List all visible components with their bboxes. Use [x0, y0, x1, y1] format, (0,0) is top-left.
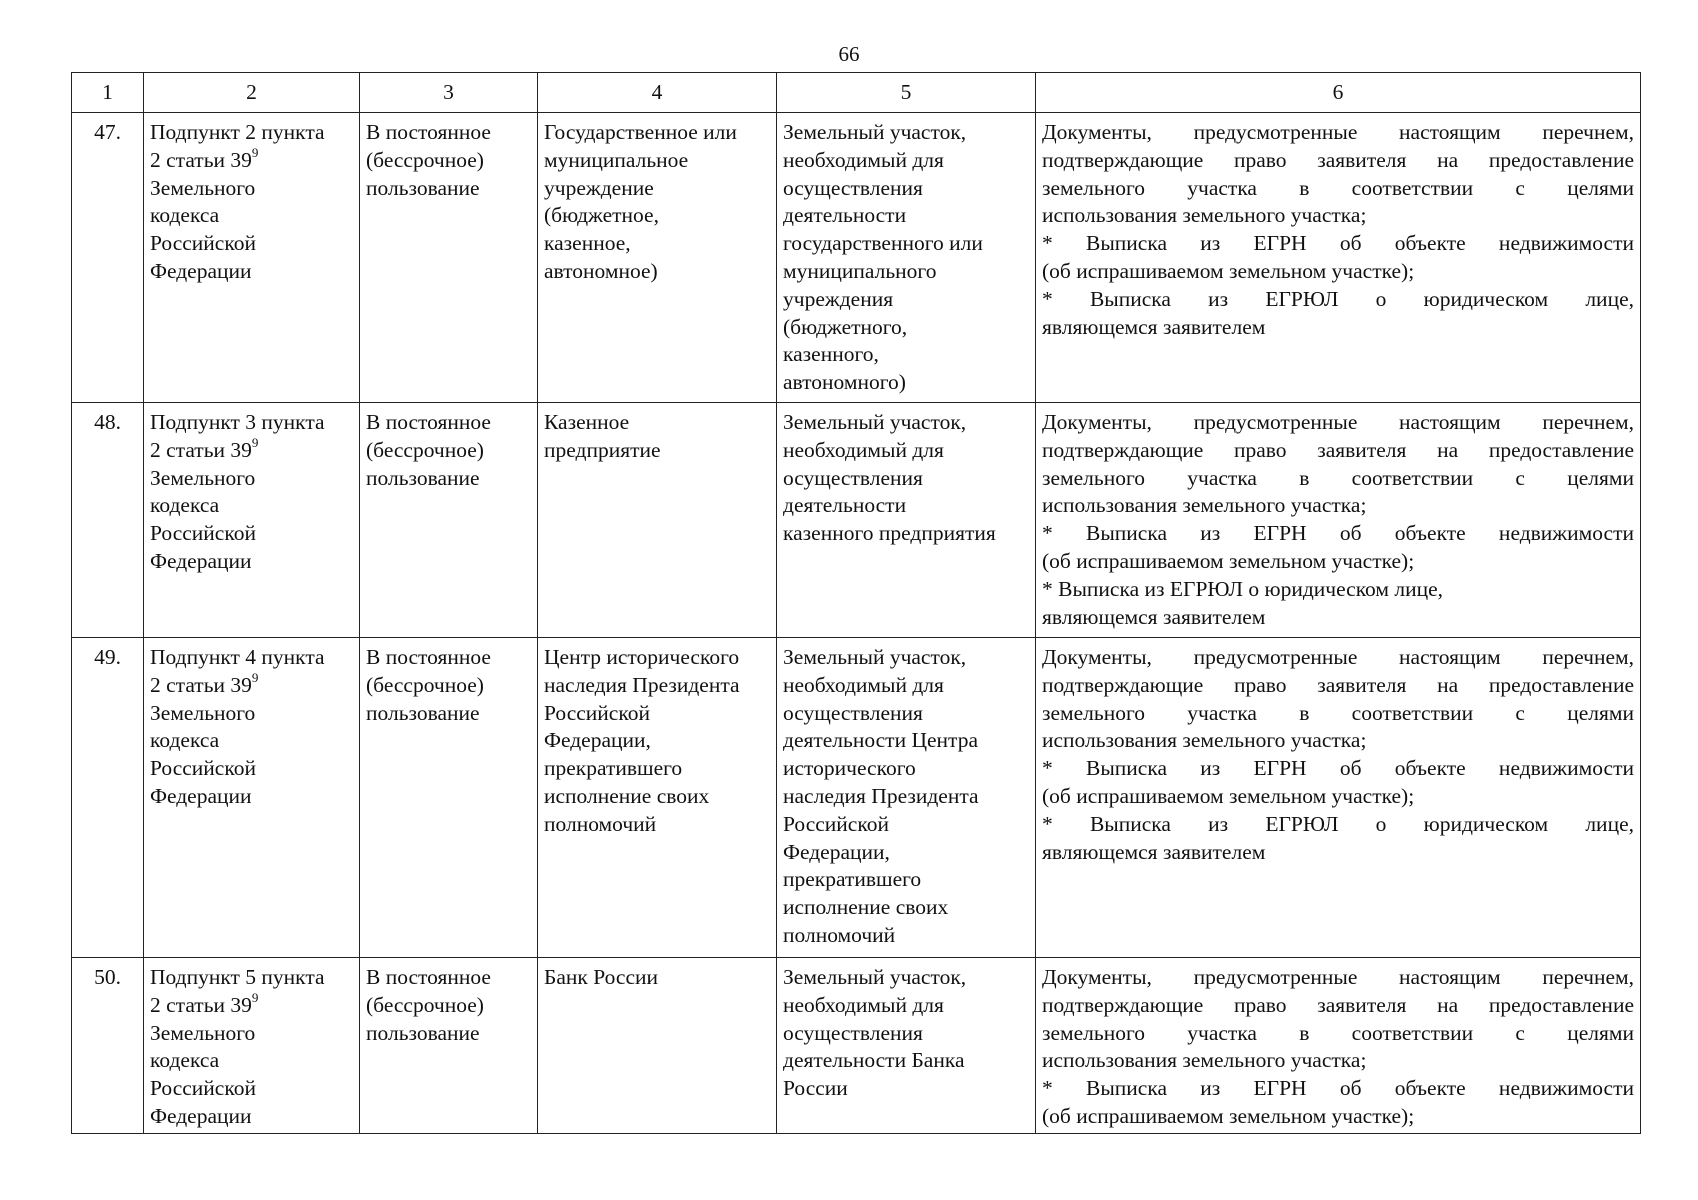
applicant-text: наследия Президента: [544, 672, 740, 697]
document-line: * Выписка из ЕГРЮЛ о юридическом лице,: [1042, 576, 1444, 601]
legal-basis-line: [150, 548, 353, 576]
land-purpose-line: [783, 755, 1029, 783]
legal-basis-text: Подпункт 2 пункта: [150, 120, 325, 144]
document-line: подтверждающие право заявителя на предоставление: [1042, 147, 1634, 172]
land-purpose-line: [783, 258, 1029, 286]
legal-basis-line: [150, 492, 353, 520]
legal-basis: [144, 958, 360, 1134]
document-line: земельного участка в соответствии с целями: [1042, 1020, 1634, 1045]
legal-basis-line: [150, 669, 353, 700]
applicant-line: [544, 672, 770, 700]
land-purpose-line: [783, 672, 1029, 700]
land-purpose-text: казенного,: [783, 342, 879, 367]
legal-basis-line: [150, 144, 353, 175]
right-type-line: [366, 672, 531, 700]
document-line: подтверждающие право заявителя на предоставление: [1042, 437, 1634, 462]
document-line: земельного участка в соответствии с целями: [1042, 700, 1634, 725]
table-row: [72, 958, 1641, 1134]
land-purpose-text: казенного предприятия: [783, 521, 996, 546]
legal-basis-text: Подпункт 3 пункта: [150, 410, 325, 434]
right-type-line: [366, 644, 531, 672]
applicant: [538, 403, 777, 638]
land-purpose-line: [783, 341, 1029, 369]
document-line: * Выписка из ЕГРН об объекте недвижимости: [1042, 231, 1634, 256]
document-line: * Выписка из ЕГРЮЛ о юридическом лице,: [1042, 811, 1634, 836]
legal-basis-line: [150, 175, 353, 203]
land-purpose-text: России: [783, 1076, 848, 1101]
required-documents: [1036, 958, 1641, 1134]
applicant-text: автономное): [544, 258, 658, 283]
legal-basis-text: Земельного: [150, 175, 256, 200]
land-purpose-text: деятельности Центра: [783, 728, 978, 753]
land-purpose-text: исторического: [783, 756, 916, 781]
document-line: * Выписка из ЕГРН об объекте недвижимости: [1042, 1076, 1634, 1101]
document-line: Документы, предусмотренные настоящим перечнем,: [1042, 410, 1634, 434]
land-purpose-text: деятельности: [783, 203, 907, 228]
document-line: использования земельного участка;: [1042, 203, 1367, 228]
applicant-line: [544, 437, 770, 465]
land-purpose: [777, 403, 1036, 638]
land-purpose-text: Земельный участок,: [783, 645, 967, 669]
document-line: (об испрашиваемом земельном участке);: [1042, 258, 1415, 283]
legal-basis-text: Земельного: [150, 1020, 256, 1045]
legal-basis-text: Подпункт 4 пункта: [150, 645, 325, 669]
legal-basis-line: [150, 230, 353, 258]
article-superscript: 9: [251, 434, 259, 450]
land-purpose-line: [783, 866, 1029, 894]
land-purpose-text: Российской: [783, 811, 889, 836]
legal-basis-text: 2 статьи 39: [150, 437, 252, 462]
land-purpose-line: [783, 520, 1029, 548]
legal-basis-line: [150, 409, 353, 437]
legal-basis-line: [150, 1075, 353, 1103]
right-type-text: (бессрочное): [366, 672, 484, 697]
table-row: [72, 403, 1641, 638]
table-row: [72, 113, 1641, 403]
land-purpose-text: наследия Президента: [783, 783, 979, 808]
applicant-line: [544, 175, 770, 203]
document-line: земельного участка в соответствии с целями: [1042, 465, 1634, 490]
legal-basis-text: 2 статьи 39: [150, 992, 252, 1017]
row-number: 48.: [72, 403, 144, 638]
land-purpose-text: необходимый для: [783, 147, 944, 172]
legal-basis-line: [150, 755, 353, 783]
document-line: подтверждающие право заявителя на предоставление: [1042, 672, 1634, 697]
land-purpose-line: [783, 202, 1029, 230]
right-type-text: В постоянное: [366, 645, 491, 669]
applicant-line: [544, 147, 770, 175]
legal-basis-text: кодекса: [150, 728, 220, 753]
land-purpose-text: Земельный участок,: [783, 965, 967, 989]
land-purpose-line: [783, 992, 1029, 1020]
document-line: использования земельного участка;: [1042, 728, 1367, 753]
right-type-text: (бессрочное): [366, 992, 484, 1017]
right-type-line: [366, 992, 531, 1020]
document-line: Документы, предусмотренные настоящим перечнем,: [1042, 120, 1634, 144]
land-purpose-text: осуществления: [783, 175, 923, 200]
land-purpose-line: [783, 465, 1029, 493]
land-purpose-text: осуществления: [783, 1020, 923, 1045]
land-purpose-text: осуществления: [783, 700, 923, 725]
land-purpose: [777, 113, 1036, 403]
legal-basis-line: [150, 783, 353, 811]
land-purpose-text: деятельности: [783, 493, 907, 518]
land-purpose-text: деятельности Банка: [783, 1048, 965, 1073]
legal-basis-text: Российской: [150, 756, 256, 781]
land-purpose-text: Федерации,: [783, 839, 890, 864]
legal-basis-text: Российской: [150, 521, 256, 546]
land-purpose-line: [783, 119, 1029, 147]
land-purpose: [777, 958, 1036, 1134]
land-purpose-line: [783, 811, 1029, 839]
land-purpose-text: Земельный участок,: [783, 120, 967, 144]
right-type-text: (бессрочное): [366, 147, 484, 172]
applicant-text: казенное,: [544, 231, 631, 256]
document-line: Документы, предусмотренные настоящим перечнем,: [1042, 645, 1634, 669]
document-line: использования земельного участка;: [1042, 493, 1367, 518]
table-row: [72, 638, 1641, 958]
legal-basis-text: Земельного: [150, 465, 256, 490]
land-purpose-line: [783, 922, 1029, 950]
land-purpose-line: [783, 783, 1029, 811]
applicant-line: [544, 755, 770, 783]
document-line: (об испрашиваемом земельном участке);: [1042, 1103, 1415, 1128]
land-purpose-line: [783, 409, 1029, 437]
land-purpose-line: [783, 839, 1029, 867]
right-type-line: [366, 964, 531, 992]
required-documents: [1036, 403, 1641, 638]
land-purpose-text: Земельный участок,: [783, 410, 967, 434]
document-line: использования земельного участка;: [1042, 1048, 1367, 1073]
applicant-text: Банк России: [544, 965, 659, 989]
row-number: 49.: [72, 638, 144, 958]
land-purpose: [777, 638, 1036, 958]
land-purpose-text: прекратившего: [783, 867, 922, 892]
right-type-text: пользование: [366, 1020, 480, 1045]
legal-basis-line: [150, 1020, 353, 1048]
legal-basis-text: Федерации: [150, 258, 252, 283]
applicant-line: [544, 202, 770, 230]
right-type-line: [366, 409, 531, 437]
land-purpose-line: [783, 1047, 1029, 1075]
legal-basis-line: [150, 1103, 353, 1131]
legal-basis-line: [150, 644, 353, 672]
right-type-line: [366, 700, 531, 728]
legal-basis-text: 2 статьи 39: [150, 672, 252, 697]
applicant-line: [544, 409, 770, 437]
land-purpose-text: осуществления: [783, 465, 923, 490]
land-purpose-line: [783, 286, 1029, 314]
document-line: * Выписка из ЕГРН об объекте недвижимости: [1042, 756, 1634, 781]
applicant-text: Федерации,: [544, 728, 651, 753]
column-header-3: 3: [360, 73, 538, 113]
land-purpose-text: необходимый для: [783, 992, 944, 1017]
applicant-text: Российской: [544, 700, 650, 725]
row-number: 50.: [72, 958, 144, 1134]
document-line: * Выписка из ЕГРН об объекте недвижимости: [1042, 521, 1634, 546]
applicant-text: (бюджетное,: [544, 203, 659, 228]
land-purpose-text: полномочий: [783, 922, 896, 947]
documents-table: [71, 72, 1641, 1134]
applicant-line: [544, 258, 770, 286]
applicant-text: Государственное или: [544, 120, 737, 144]
applicant-line: [544, 727, 770, 755]
legal-basis-line: [150, 202, 353, 230]
column-header-1: 1: [72, 73, 144, 113]
land-purpose-line: [783, 437, 1029, 465]
land-purpose-text: (бюджетного,: [783, 314, 908, 339]
applicant-line: [544, 644, 770, 672]
document-line: подтверждающие право заявителя на предоставление: [1042, 992, 1634, 1017]
applicant-text: полномочий: [544, 811, 657, 836]
legal-basis: [144, 638, 360, 958]
applicant-text: исполнение своих: [544, 783, 710, 808]
legal-basis-line: [150, 1047, 353, 1075]
legal-basis-line: [150, 465, 353, 493]
required-documents: [1036, 113, 1641, 403]
legal-basis-line: [150, 700, 353, 728]
land-purpose-text: учреждения: [783, 286, 894, 311]
legal-basis-line: [150, 520, 353, 548]
legal-basis-line: [150, 258, 353, 286]
legal-basis-text: Российской: [150, 1076, 256, 1101]
right-type-text: пользование: [366, 700, 480, 725]
applicant-text: муниципальное: [544, 147, 689, 172]
land-purpose-text: исполнение своих: [783, 895, 949, 920]
applicant: [538, 113, 777, 403]
land-purpose-line: [783, 175, 1029, 203]
right-type-text: В постоянное: [366, 965, 491, 989]
applicant: [538, 958, 777, 1134]
legal-basis-text: 2 статьи 39: [150, 147, 252, 172]
land-purpose-line: [783, 700, 1029, 728]
land-purpose-line: [783, 1020, 1029, 1048]
legal-basis-text: Федерации: [150, 783, 252, 808]
land-purpose-line: [783, 369, 1029, 397]
applicant-text: предприятие: [544, 437, 661, 462]
right-type-text: пользование: [366, 465, 480, 490]
legal-basis-line: [150, 434, 353, 465]
applicant-line: [544, 230, 770, 258]
row-number: 47.: [72, 113, 144, 403]
page-number: 66: [838, 42, 860, 66]
land-purpose-line: [783, 147, 1029, 175]
land-purpose-line: [783, 964, 1029, 992]
right-type: [360, 958, 538, 1134]
document-line: являющемся заявителем: [1042, 604, 1266, 629]
right-type: [360, 113, 538, 403]
land-purpose-text: автономного): [783, 370, 906, 395]
legal-basis-text: Федерации: [150, 548, 252, 573]
land-purpose-text: необходимый для: [783, 437, 944, 462]
right-type-line: [366, 465, 531, 493]
applicant-line: [544, 783, 770, 811]
right-type-text: (бессрочное): [366, 437, 484, 462]
document-line: являющемся заявителем: [1042, 314, 1266, 339]
document-line: * Выписка из ЕГРЮЛ о юридическом лице,: [1042, 286, 1634, 311]
legal-basis-text: кодекса: [150, 493, 220, 518]
land-purpose-text: необходимый для: [783, 672, 944, 697]
legal-basis-text: Российской: [150, 231, 256, 256]
applicant: [538, 638, 777, 958]
right-type-line: [366, 437, 531, 465]
legal-basis: [144, 113, 360, 403]
table-header-row: [72, 73, 1641, 113]
land-purpose-line: [783, 230, 1029, 258]
right-type-line: [366, 119, 531, 147]
article-superscript: 9: [251, 144, 259, 160]
applicant-text: Центр исторического: [544, 645, 740, 669]
right-type-text: В постоянное: [366, 410, 491, 434]
legal-basis-line: [150, 119, 353, 147]
right-type: [360, 638, 538, 958]
required-documents: [1036, 638, 1641, 958]
land-purpose-line: [783, 1075, 1029, 1103]
applicant-text: Казенное: [544, 410, 630, 434]
legal-basis-line: [150, 727, 353, 755]
legal-basis: [144, 403, 360, 638]
legal-basis-line: [150, 964, 353, 992]
land-purpose-line: [783, 894, 1029, 922]
right-type-line: [366, 175, 531, 203]
legal-basis-text: кодекса: [150, 1048, 220, 1073]
column-header-4: 4: [538, 73, 777, 113]
land-purpose-line: [783, 644, 1029, 672]
column-header-6: 6: [1036, 73, 1641, 113]
document-line: (об испрашиваемом земельном участке);: [1042, 783, 1415, 808]
legal-basis-line: [150, 989, 353, 1020]
legal-basis-text: Подпункт 5 пункта: [150, 965, 325, 989]
column-header-5: 5: [777, 73, 1036, 113]
article-superscript: 9: [251, 669, 259, 685]
legal-basis-text: кодекса: [150, 203, 220, 228]
applicant-line: [544, 700, 770, 728]
legal-basis-text: Федерации: [150, 1103, 252, 1128]
column-header-2: 2: [144, 73, 360, 113]
applicant-line: [544, 811, 770, 839]
land-purpose-text: государственного или: [783, 231, 983, 256]
right-type: [360, 403, 538, 638]
applicant-line: [544, 964, 770, 992]
applicant-line: [544, 119, 770, 147]
article-superscript: 9: [251, 989, 259, 1005]
document-line: являющемся заявителем: [1042, 839, 1266, 864]
right-type-text: В постоянное: [366, 120, 491, 144]
legal-basis-text: Земельного: [150, 700, 256, 725]
right-type-line: [366, 1020, 531, 1048]
land-purpose-line: [783, 727, 1029, 755]
document-line: земельного участка в соответствии с целями: [1042, 175, 1634, 200]
applicant-text: прекратившего: [544, 756, 683, 781]
land-purpose-line: [783, 492, 1029, 520]
document-line: (об испрашиваемом земельном участке);: [1042, 548, 1415, 573]
document-line: Документы, предусмотренные настоящим перечнем,: [1042, 965, 1634, 989]
land-purpose-line: [783, 314, 1029, 342]
right-type-line: [366, 147, 531, 175]
applicant-text: учреждение: [544, 175, 654, 200]
right-type-text: пользование: [366, 175, 480, 200]
land-purpose-text: муниципального: [783, 258, 937, 283]
